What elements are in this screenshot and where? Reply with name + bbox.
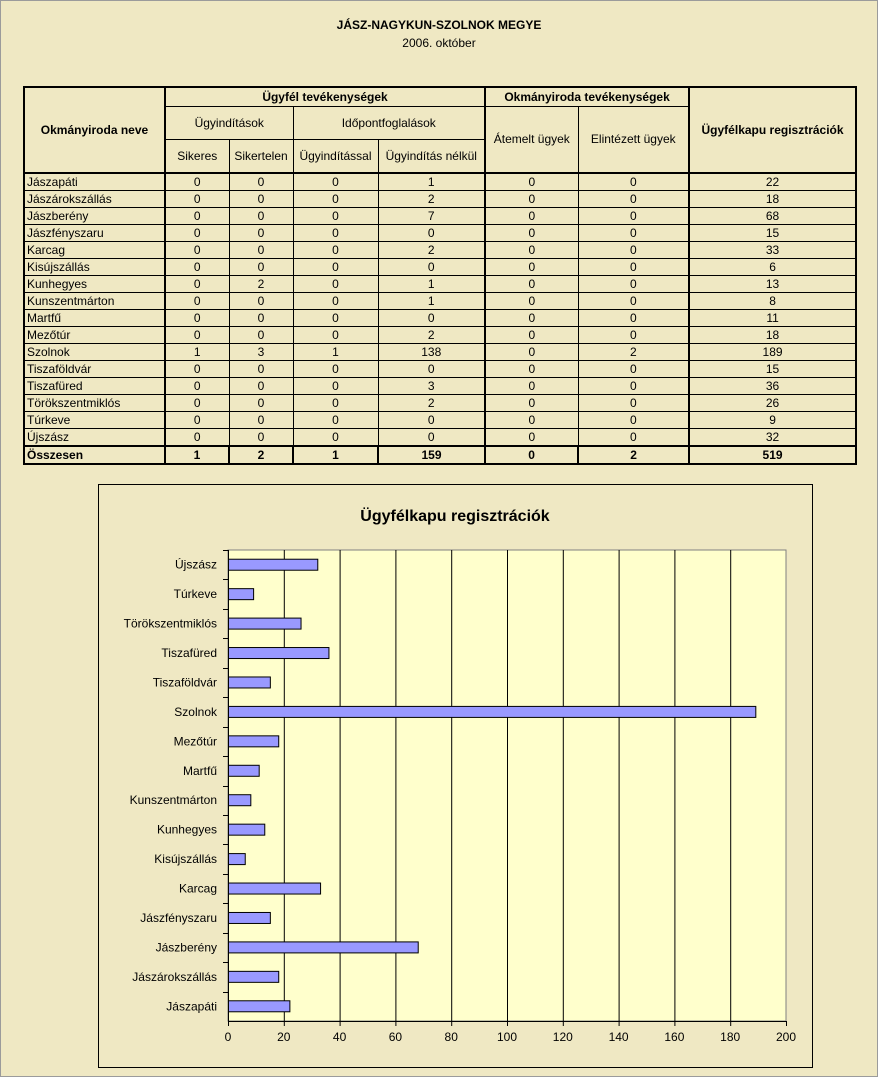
bar	[229, 589, 254, 600]
value-cell: 68	[689, 208, 856, 225]
value-cell: 0	[229, 225, 293, 242]
value-cell: 15	[689, 225, 856, 242]
table-row	[24, 173, 856, 191]
value-cell: 1	[293, 344, 378, 361]
value-cell: 0	[293, 327, 378, 344]
value-cell: 18	[689, 327, 856, 344]
total-value-cell: 2	[578, 446, 689, 464]
value-cell: 0	[378, 310, 485, 327]
header-initiations: Ügyindítások	[165, 106, 293, 139]
category-label: Újszász	[174, 557, 217, 572]
value-cell: 0	[485, 293, 578, 310]
category-label: Kunhegyes	[156, 822, 217, 837]
header-office-name: Okmányiroda neve	[24, 87, 165, 173]
bar	[229, 971, 279, 982]
value-cell: 11	[689, 310, 856, 327]
value-cell: 0	[578, 395, 689, 412]
total-value-cell: 1	[165, 446, 229, 464]
header-office-activities: Okmányiroda tevékenységek	[485, 87, 689, 106]
header-portal-registrations: Ügyfélkapu regisztrációk	[689, 87, 856, 173]
value-cell: 0	[165, 310, 229, 327]
value-cell: 0	[578, 208, 689, 225]
value-cell: 0	[293, 225, 378, 242]
value-cell: 0	[293, 242, 378, 259]
value-cell: 0	[293, 412, 378, 429]
value-cell: 0	[229, 208, 293, 225]
value-cell: 33	[689, 242, 856, 259]
x-tick-label: 180	[720, 1030, 741, 1044]
header-failed: Sikertelen	[229, 139, 293, 173]
value-cell: 0	[165, 361, 229, 378]
value-cell: 26	[689, 395, 856, 412]
category-label: Tiszafüred	[161, 646, 217, 661]
value-cell: 7	[378, 208, 485, 225]
value-cell: 0	[485, 191, 578, 208]
value-cell: 0	[229, 310, 293, 327]
value-cell: 2	[578, 344, 689, 361]
chart-container	[98, 484, 813, 1068]
value-cell: 0	[165, 429, 229, 447]
value-cell: 0	[165, 293, 229, 310]
bar	[229, 677, 271, 688]
value-cell: 0	[578, 242, 689, 259]
table-row	[24, 293, 856, 310]
value-cell: 1	[378, 276, 485, 293]
bar	[229, 706, 756, 717]
value-cell: 32	[689, 429, 856, 447]
x-tick-label: 160	[664, 1030, 685, 1044]
value-cell: 22	[689, 173, 856, 191]
value-cell: 0	[578, 327, 689, 344]
bar	[229, 736, 279, 747]
value-cell: 0	[293, 395, 378, 412]
value-cell: 0	[485, 310, 578, 327]
value-cell: 0	[485, 242, 578, 259]
value-cell: 0	[229, 293, 293, 310]
value-cell: 2	[378, 242, 485, 259]
table-row	[24, 191, 856, 208]
value-cell: 0	[485, 225, 578, 242]
table-row	[24, 429, 856, 447]
value-cell: 0	[485, 412, 578, 429]
office-name-cell: Jászberény	[24, 208, 165, 225]
x-tick-label: 0	[224, 1030, 232, 1044]
page-subtitle: 2006. október	[402, 36, 476, 50]
value-cell: 0	[378, 429, 485, 447]
value-cell: 0	[165, 327, 229, 344]
header-successful: Sikeres	[165, 139, 229, 173]
table-row	[24, 327, 856, 344]
value-cell: 189	[689, 344, 856, 361]
value-cell: 0	[293, 259, 378, 276]
category-label: Martfű	[182, 763, 217, 778]
table-row	[24, 344, 856, 361]
total-value-cell: 2	[229, 446, 293, 464]
value-cell: 1	[165, 344, 229, 361]
value-cell: 0	[229, 361, 293, 378]
office-name-cell: Tiszaföldvár	[24, 361, 165, 378]
category-label: Szolnok	[174, 704, 217, 719]
category-label: Kunszentmárton	[129, 793, 217, 808]
value-cell: 0	[229, 242, 293, 259]
value-cell: 15	[689, 361, 856, 378]
value-cell: 0	[165, 259, 229, 276]
page-title: JÁSZ-NAGYKUN-SZOLNOK MEGYE	[336, 18, 542, 32]
table-row	[24, 259, 856, 276]
value-cell: 0	[229, 429, 293, 447]
value-cell: 0	[165, 378, 229, 395]
value-cell: 0	[578, 412, 689, 429]
category-label: Túrkeve	[173, 587, 217, 602]
total-value-cell: 159	[378, 446, 485, 464]
x-tick-label: 20	[277, 1030, 291, 1044]
table-row	[24, 412, 856, 429]
table-row	[24, 378, 856, 395]
value-cell: 0	[578, 429, 689, 447]
total-value-cell: 1	[293, 446, 378, 464]
value-cell: 0	[378, 259, 485, 276]
office-name-cell: Kunszentmárton	[24, 293, 165, 310]
value-cell: 0	[293, 429, 378, 447]
value-cell: 0	[485, 327, 578, 344]
total-row	[24, 446, 856, 464]
value-cell: 3	[378, 378, 485, 395]
bar	[229, 618, 302, 629]
value-cell: 3	[229, 344, 293, 361]
value-cell: 2	[378, 191, 485, 208]
value-cell: 0	[485, 395, 578, 412]
office-name-cell: Tiszafüred	[24, 378, 165, 395]
value-cell: 8	[689, 293, 856, 310]
value-cell: 0	[485, 276, 578, 293]
office-name-cell: Karcag	[24, 242, 165, 259]
office-name-cell: Újszász	[24, 429, 165, 447]
x-tick-label: 200	[775, 1030, 797, 1044]
bar	[229, 559, 318, 570]
value-cell: 0	[229, 395, 293, 412]
category-label: Jászberény	[155, 940, 217, 955]
header-transferred: Átemelt ügyek	[485, 106, 578, 173]
value-cell: 0	[378, 361, 485, 378]
x-tick-label: 80	[444, 1030, 458, 1044]
value-cell: 9	[689, 412, 856, 429]
value-cell: 0	[165, 191, 229, 208]
category-label: Jászfényszaru	[140, 910, 217, 925]
value-cell: 0	[378, 412, 485, 429]
value-cell: 0	[165, 395, 229, 412]
category-label: Jászapáti	[166, 999, 217, 1014]
value-cell: 18	[689, 191, 856, 208]
chart-title: Ügyfélkapu regisztrációk	[360, 508, 550, 525]
bar	[229, 854, 246, 865]
value-cell: 0	[378, 225, 485, 242]
bar	[229, 942, 419, 953]
header-with-init: Ügyindítással	[293, 139, 378, 173]
header-without-init: Ügyindítás nélkül	[378, 139, 485, 173]
value-cell: 0	[293, 191, 378, 208]
value-cell: 0	[165, 412, 229, 429]
header-client-activities: Ügyfél tevékenységek	[165, 87, 485, 106]
value-cell: 0	[229, 173, 293, 191]
value-cell: 0	[229, 327, 293, 344]
office-name-cell: Jászapáti	[24, 173, 165, 191]
x-tick-label: 120	[552, 1030, 573, 1044]
value-cell: 0	[578, 259, 689, 276]
table-row	[24, 310, 856, 327]
bar	[229, 648, 329, 659]
category-label: Mezőtúr	[173, 734, 217, 749]
statistics-table	[23, 86, 857, 465]
value-cell: 0	[578, 378, 689, 395]
value-cell: 2	[229, 276, 293, 293]
value-cell: 0	[165, 242, 229, 259]
category-label: Jászárokszállás	[132, 969, 217, 984]
value-cell: 0	[485, 344, 578, 361]
value-cell: 1	[378, 293, 485, 310]
office-name-cell: Kisújszállás	[24, 259, 165, 276]
value-cell: 0	[293, 276, 378, 293]
table-row	[24, 361, 856, 378]
value-cell: 0	[293, 310, 378, 327]
value-cell: 13	[689, 276, 856, 293]
total-label: Összesen	[24, 446, 165, 464]
value-cell: 0	[485, 173, 578, 191]
category-label: Kisújszállás	[154, 852, 217, 867]
value-cell: 1	[378, 173, 485, 191]
value-cell: 0	[578, 276, 689, 293]
value-cell: 0	[485, 208, 578, 225]
value-cell: 138	[378, 344, 485, 361]
value-cell: 0	[293, 208, 378, 225]
value-cell: 0	[165, 173, 229, 191]
x-tick-label: 140	[608, 1030, 629, 1044]
value-cell: 0	[293, 378, 378, 395]
value-cell: 0	[229, 378, 293, 395]
value-cell: 2	[378, 327, 485, 344]
value-cell: 0	[578, 173, 689, 191]
office-name-cell: Jászfényszaru	[24, 225, 165, 242]
value-cell: 0	[578, 191, 689, 208]
value-cell: 0	[485, 378, 578, 395]
value-cell: 0	[485, 259, 578, 276]
category-label: Tiszaföldvár	[152, 675, 217, 690]
value-cell: 0	[293, 361, 378, 378]
office-name-cell: Szolnok	[24, 344, 165, 361]
total-value-cell: 519	[689, 446, 856, 464]
x-tick-label: 40	[332, 1030, 347, 1044]
header-completed: Elintézett ügyek	[578, 106, 689, 173]
value-cell: 0	[293, 293, 378, 310]
value-cell: 0	[165, 225, 229, 242]
bar	[229, 824, 265, 835]
total-value-cell: 0	[485, 446, 578, 464]
x-tick-label: 100	[496, 1030, 518, 1044]
bar-chart	[99, 485, 812, 1067]
value-cell: 0	[165, 276, 229, 293]
header-appointments: Időpontfoglalások	[293, 106, 485, 139]
value-cell: 0	[293, 173, 378, 191]
value-cell: 0	[165, 208, 229, 225]
value-cell: 6	[689, 259, 856, 276]
bar	[229, 883, 321, 894]
bar	[229, 1001, 290, 1012]
office-name-cell: Kunhegyes	[24, 276, 165, 293]
value-cell: 0	[578, 293, 689, 310]
value-cell: 0	[578, 310, 689, 327]
value-cell: 2	[378, 395, 485, 412]
value-cell: 36	[689, 378, 856, 395]
category-label: Törökszentmiklós	[123, 616, 217, 631]
value-cell: 0	[485, 361, 578, 378]
bar	[229, 795, 251, 806]
table-row	[24, 208, 856, 225]
value-cell: 0	[229, 259, 293, 276]
office-name-cell: Jászárokszállás	[24, 191, 165, 208]
x-tick-label: 60	[388, 1030, 403, 1044]
value-cell: 0	[578, 361, 689, 378]
value-cell: 0	[578, 225, 689, 242]
category-label: Karcag	[178, 881, 217, 896]
office-name-cell: Túrkeve	[24, 412, 165, 429]
bar	[229, 765, 260, 776]
office-name-cell: Mezőtúr	[24, 327, 165, 344]
office-name-cell: Martfű	[24, 310, 165, 327]
table-row	[24, 242, 856, 259]
value-cell: 0	[229, 191, 293, 208]
table-row	[24, 276, 856, 293]
value-cell: 0	[485, 429, 578, 447]
bar	[229, 912, 271, 923]
table-row	[24, 225, 856, 242]
table-row	[24, 395, 856, 412]
value-cell: 0	[229, 412, 293, 429]
office-name-cell: Törökszentmiklós	[24, 395, 165, 412]
